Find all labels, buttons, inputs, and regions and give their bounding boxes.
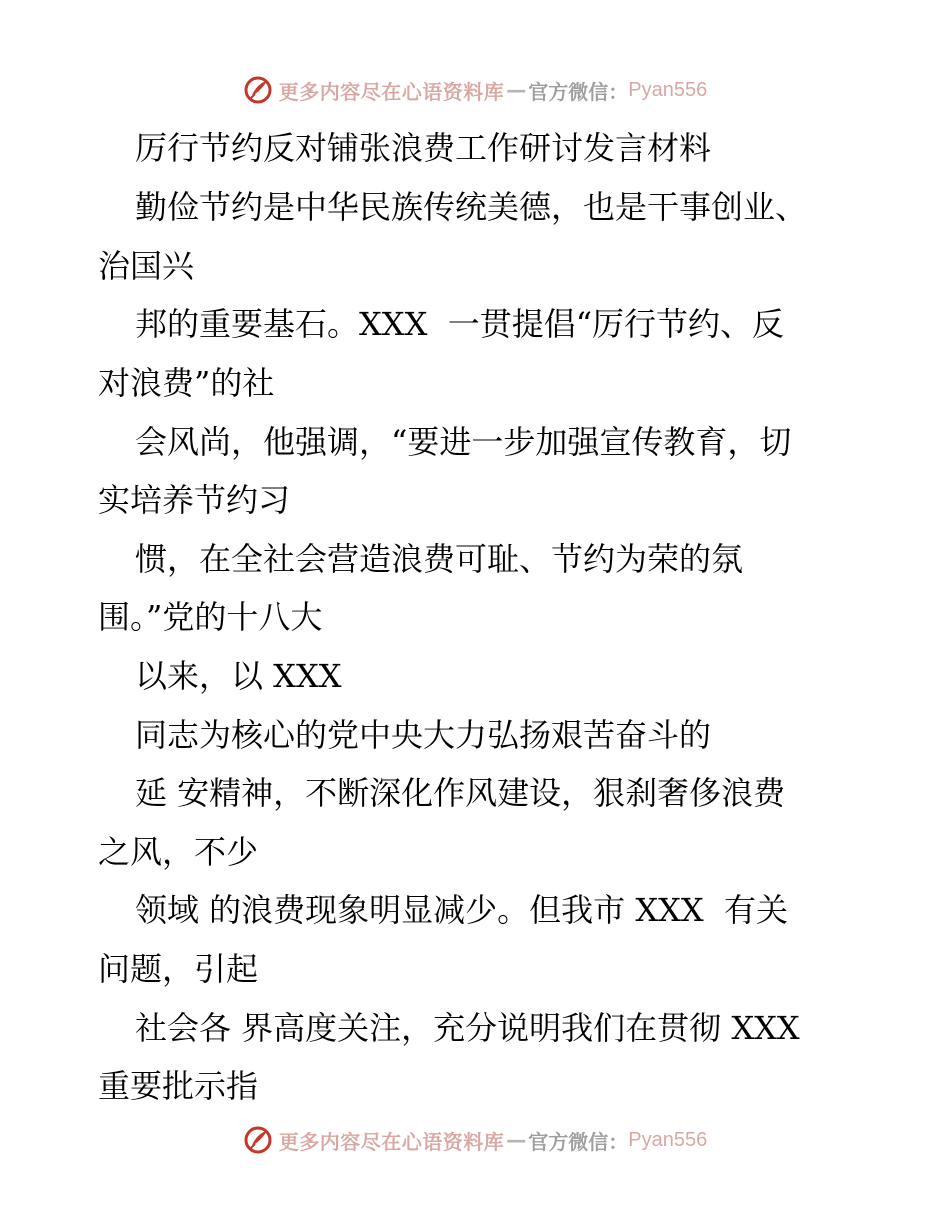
text-line: 勤俭节约是中华民族传统美德，也是干事创业、 [135,188,808,226]
text-line: 问题，引起 [98,950,259,988]
quill-circle-icon [243,1125,273,1155]
banner-title: 更多内容尽在心语资料库 [278,1129,505,1154]
banner-separator: — [506,78,527,102]
banner-title: 更多内容尽在心语资料库 [278,79,505,104]
banner-wechat-label: 官方微信： [528,1129,629,1154]
footer-banner [0,1120,950,1160]
document-title: 厉行节约反对铺张浪费工作研讨发言材料 [135,129,712,167]
header-banner [0,70,950,110]
text-line: 同志为核心的党中央大力弘扬艰苦奋斗的 [135,716,712,754]
text-line: 对浪费”的社 [98,364,275,402]
text-line: 延 安精神，不断深化作风建设，狠刹奢侈浪费 [135,774,786,812]
text-line: 惯，在全社会营造浪费可耻、节约为荣的氛 [135,540,744,578]
text-line: 治国兴 [98,247,195,285]
quill-circle-icon [243,75,273,105]
text-line: 重要批示指 [98,1067,259,1105]
banner-separator: — [506,1128,527,1152]
banner-wechat-label: 官方微信： [528,79,629,104]
text-line: 领域 的浪费现象明显减少。但我市 XXX 有关 [135,891,789,929]
text-line: 实培养节约习 [98,481,291,519]
text-line: 会风尚，他强调，“要进一步加强宣传教育，切 [135,423,792,461]
text-line: 围。”党的十八大 [98,598,323,636]
text-line: 邦的重要基石。XXX 一贯提倡“厉行节约、反 [135,305,785,343]
text-line: 之风，不少 [98,833,259,871]
banner-wechat-id: Pyan556 [628,78,708,101]
text-line: 社会各 界高度关注，充分说明我们在贯彻 XXX [135,1009,800,1047]
text-line: 以来，以 XXX [135,657,342,695]
banner-wechat-id: Pyan556 [628,1128,708,1151]
